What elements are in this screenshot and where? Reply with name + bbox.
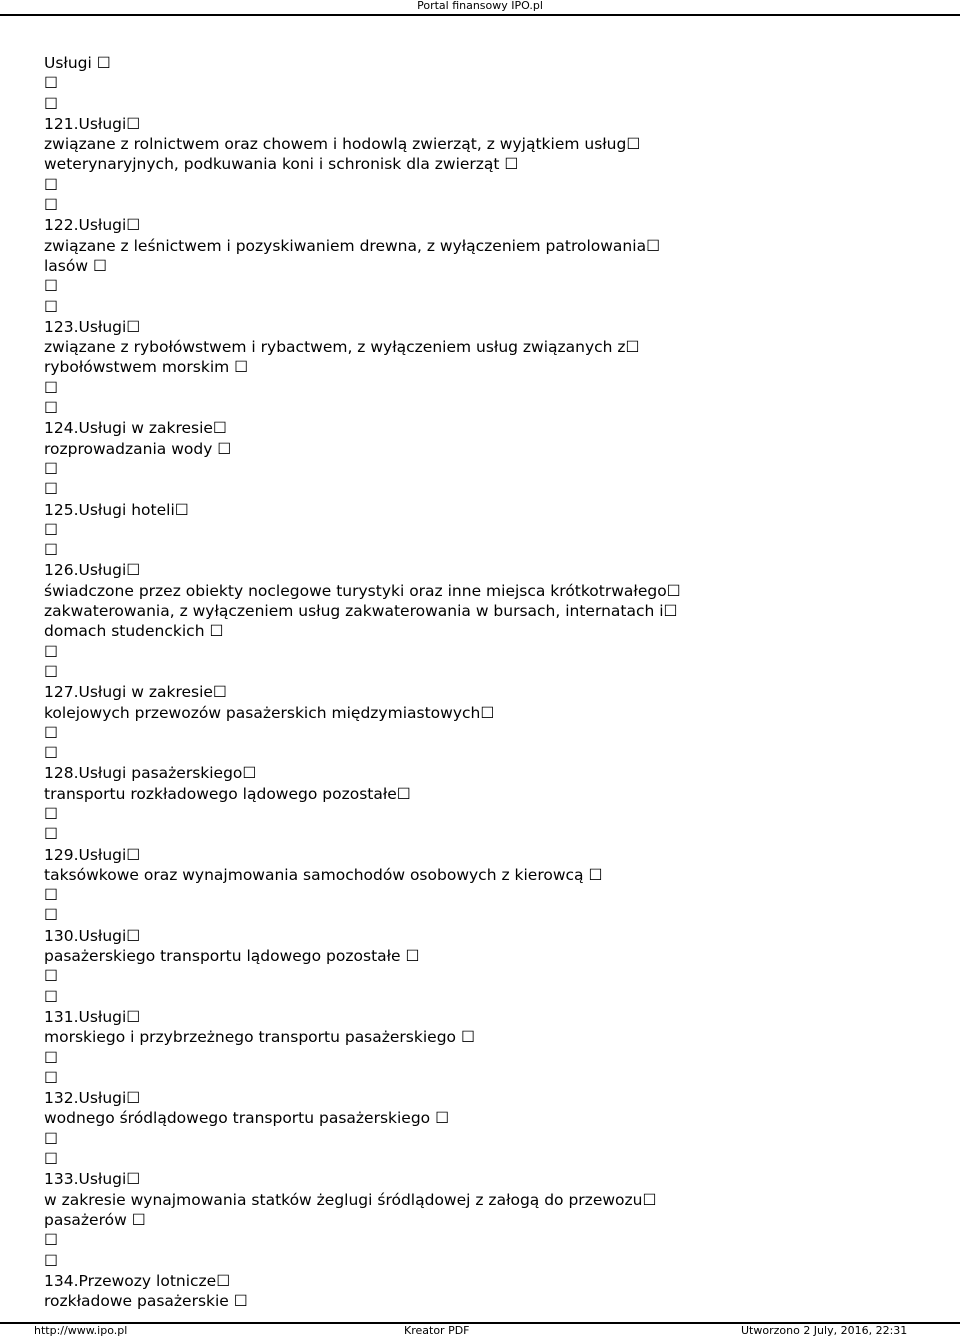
document-line: 130.Usługi☐ [44, 926, 141, 945]
document-line: związane z rybołówstwem i rybactwem, z wyłączeniem usług związanych z☐ [44, 338, 640, 357]
document-line: 125.Usługi hoteli☐ [44, 500, 189, 519]
document-line: ☐ [44, 520, 58, 539]
document-line: ☐ [44, 967, 58, 986]
document-line: ☐ [44, 175, 58, 194]
document-line: rozkładowe pasażerskie ☐ [44, 1292, 248, 1311]
document-line: 133.Usługi☐ [44, 1170, 141, 1189]
document-line: ☐ [44, 1068, 58, 1087]
document-line: związane z rolnictwem oraz chowem i hodowlą zwierząt, z wyjątkiem usług☐ [44, 135, 641, 154]
document-line: ☐ [44, 1251, 58, 1270]
document-line: ☐ [44, 987, 58, 1006]
page-footer [0, 1325, 960, 1337]
document-line: 134.Przewozy lotnicze☐ [44, 1271, 231, 1290]
document-line: ☐ [44, 196, 58, 215]
document-line: 131.Usługi☐ [44, 1007, 141, 1026]
document-line: ☐ [44, 94, 58, 113]
document-line: pasażerów ☐ [44, 1210, 146, 1229]
document-line: pasażerskiego transportu lądowego pozostałe ☐ [44, 947, 420, 966]
document-line: 123.Usługi☐ [44, 317, 141, 336]
document-line: ☐ [44, 1150, 58, 1169]
document-line: weterynaryjnych, podkuwania koni i schronisk dla zwierząt ☐ [44, 155, 519, 174]
document-line: taksówkowe oraz wynajmowania samochodów osobowych z kierowcą ☐ [44, 865, 603, 884]
document-line: 121.Usługi☐ [44, 114, 141, 133]
document-line: ☐ [44, 1129, 58, 1148]
page-header [0, 0, 960, 14]
document-line: ☐ [44, 1048, 58, 1067]
document-line: ☐ [44, 74, 58, 93]
document-line: lasów ☐ [44, 256, 107, 275]
document-line: 129.Usługi☐ [44, 845, 141, 864]
document-line: transportu rozkładowego lądowego pozostałe☐ [44, 784, 411, 803]
header-title: Portal finansowy IPO.pl [417, 0, 543, 12]
document-line: 126.Usługi☐ [44, 561, 141, 580]
document-line: świadczone przez obiekty noclegowe turystyki oraz inne miejsca krótkotrwałego☐ [44, 581, 681, 600]
document-line: ☐ [44, 541, 58, 560]
document-line: ☐ [44, 886, 58, 905]
document-line: domach studenckich ☐ [44, 622, 224, 641]
document-line: kolejowych przewozów pasażerskich międzymiastowych☐ [44, 703, 495, 722]
document-line: zakwaterowania, z wyłączeniem usług zakwaterowania w bursach, internatach i☐ [44, 602, 678, 621]
document-line: ☐ [44, 459, 58, 478]
document-line: 124.Usługi w zakresie☐ [44, 419, 227, 438]
document-line: wodnego śródlądowego transportu pasażerskiego ☐ [44, 1109, 449, 1128]
footer-created: Utworzono 2 July, 2016, 22:31 [741, 1324, 908, 1337]
document-line: ☐ [44, 642, 58, 661]
document-line: ☐ [44, 1231, 58, 1250]
document-line: 127.Usługi w zakresie☐ [44, 683, 227, 702]
document-line: ☐ [44, 277, 58, 296]
document-line: 122.Usługi☐ [44, 216, 141, 235]
document-line: Usługi ☐ [44, 54, 111, 72]
document-line: w zakresie wynajmowania statków żeglugi śródlądowej z załogą do przewozu☐ [44, 1190, 657, 1209]
document-line: ☐ [44, 723, 58, 742]
document-line: rozprowadzania wody ☐ [44, 439, 232, 458]
document-line: ☐ [44, 744, 58, 763]
document-line: ☐ [44, 297, 58, 316]
document-body [44, 53, 944, 1311]
footer-url[interactable]: http://www.ipo.pl [34, 1324, 128, 1337]
document-line: 132.Usługi☐ [44, 1089, 141, 1108]
footer-creator: Kreator PDF [404, 1324, 470, 1337]
document-line: związane z leśnictwem i pozyskiwaniem drewna, z wyłączeniem patrolowania☐ [44, 236, 660, 255]
header-divider [0, 14, 960, 16]
document-line: ☐ [44, 804, 58, 823]
document-line: ☐ [44, 662, 58, 681]
document-line: rybołówstwem morskim ☐ [44, 358, 249, 377]
document-line: ☐ [44, 378, 58, 397]
document-line: morskiego i przybrzeżnego transportu pasażerskiego ☐ [44, 1028, 475, 1047]
document-line: 128.Usługi pasażerskiego☐ [44, 764, 257, 783]
document-line: ☐ [44, 399, 58, 418]
document-line: ☐ [44, 480, 58, 499]
document-line: ☐ [44, 906, 58, 925]
document-line: ☐ [44, 825, 58, 844]
